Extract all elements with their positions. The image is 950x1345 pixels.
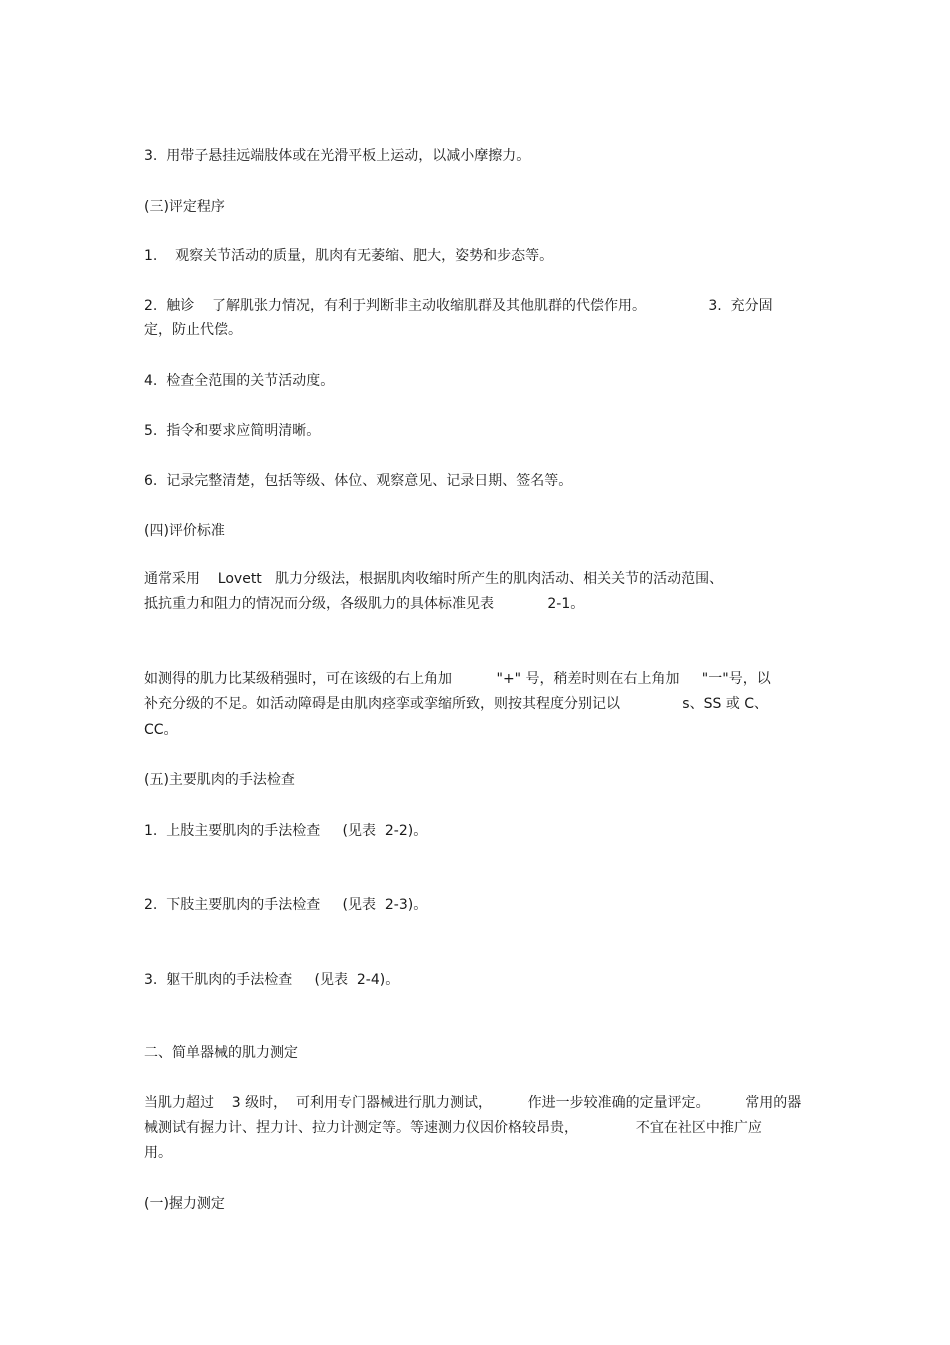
criteria-paragraph-line-1: 通常采用 Lovett 肌力分级法，根据肌肉收缩时所产生的肌肉活动、相关关节的活动范围、 <box>144 571 724 587</box>
procedure-item-6: 6. 记录完整清楚，包括等级、体位、观察意见、记录日期、签名等。 <box>144 473 573 489</box>
step-3-friction: 3. 用带子悬挂远端肢体或在光滑平板上运动，以减小摩擦力。 <box>144 148 531 164</box>
procedure-item-4: 4. 检查全范围的关节活动度。 <box>144 373 335 389</box>
grading-paragraph-line-2: 补充分级的不足。如活动障碍是由肌肉痉挛或挛缩所致，则按其程度分别记以 s、SS 或 C、 <box>144 696 769 712</box>
heading-evaluation-procedure: (三)评定程序 <box>144 199 225 215</box>
procedure-item-5: 5. 指令和要求应简明清晰。 <box>144 423 321 439</box>
procedure-item-2: 2. 触诊 了解肌张力情况，有利于判断非主动收缩肌群及其他肌群的代偿作用。 3. 充分固 <box>144 298 773 314</box>
criteria-paragraph-line-2: 抵抗重力和阻力的情况而分级，各级肌力的具体标准见表 2-1。 <box>144 596 585 612</box>
heading-grip-strength: (一)握力测定 <box>144 1196 225 1212</box>
instrument-paragraph-line-2: 械测试有握力计、捏力计、拉力计测定等。等速测力仪因价格较昂贵， 不宜在社区中推广应 <box>144 1120 762 1136</box>
manual-test-lower-limb: 2. 下肢主要肌肉的手法检查 (见表 2-3)。 <box>144 897 428 913</box>
procedure-item-1: 1. 观察关节活动的质量，肌肉有无萎缩、肥大，姿势和步态等。 <box>144 248 554 264</box>
grading-paragraph-line-1: 如测得的肌力比某级稍强时，可在该级的右上角加 "+" 号，稍差时则在右上角加 "一"号，以 <box>144 671 771 687</box>
manual-test-trunk: 3. 躯干肌肉的手法检查 (见表 2-4)。 <box>144 972 400 988</box>
manual-test-upper-limb: 1. 上肢主要肌肉的手法检查 (见表 2-2)。 <box>144 823 428 839</box>
instrument-paragraph-line-1: 当肌力超过 3 级时， 可利用专门器械进行肌力测试， 作进一步较准确的定量评定。 常用的器 <box>144 1095 802 1111</box>
heading-instrument-strength-test: 二、简单器械的肌力测定 <box>144 1045 298 1061</box>
instrument-paragraph-line-3: 用。 <box>144 1145 172 1161</box>
procedure-item-2-continued: 定，防止代偿。 <box>144 322 242 338</box>
heading-manual-muscle-test: (五)主要肌肉的手法检查 <box>144 772 295 788</box>
grading-paragraph-line-3: CC。 <box>144 722 178 738</box>
heading-evaluation-criteria: (四)评价标准 <box>144 523 225 539</box>
